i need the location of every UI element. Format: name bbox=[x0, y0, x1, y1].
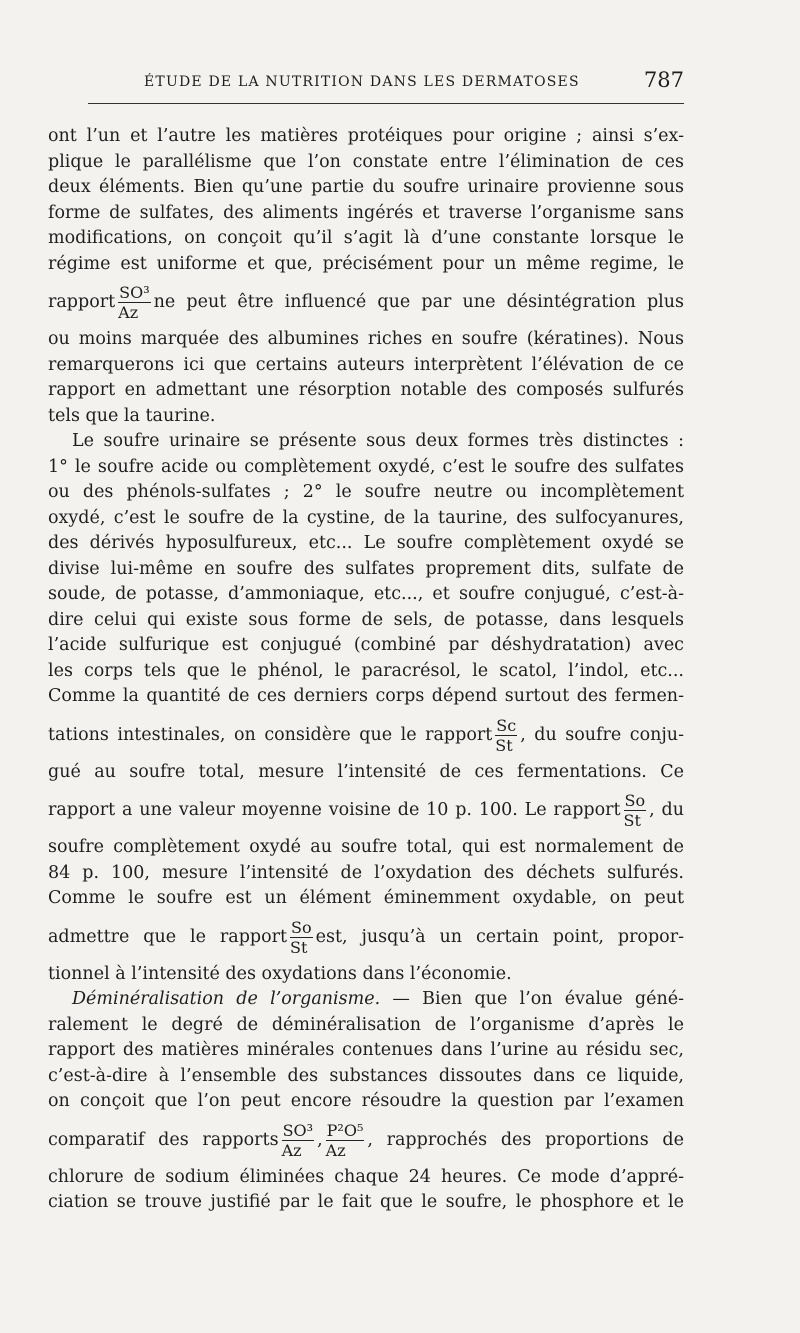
text-line: oxydé, c’est le soufre de la cystine, de la taurine, des sulfocyanures, bbox=[48, 507, 684, 528]
fraction-numerator: P²O⁵ bbox=[326, 1120, 364, 1140]
header-rule bbox=[88, 103, 684, 104]
text-segment: rapport a une valeur moyenne voisine de 10 p. 100. Le rapport bbox=[48, 800, 621, 820]
text-line bbox=[48, 987, 684, 1013]
text-segment: — Bien que l’on évalue géné- bbox=[380, 989, 684, 1009]
text-line: remarquerons ici que certains auteurs interprètent l’élévation de ce bbox=[48, 354, 684, 375]
text-segment: , du bbox=[649, 800, 684, 820]
text-line: ou moins marquée des albumines riches en soufre (kératines). Nous bbox=[48, 329, 684, 349]
text-line: tionnel à l’intensité des oxydations dans l’économie. bbox=[48, 963, 512, 984]
fraction-sc-st bbox=[495, 716, 517, 755]
text-line: dire celui qui existe sous forme de sels, de potasse, dans lesquels bbox=[48, 609, 684, 630]
text-line: tels que la taurine. bbox=[48, 405, 216, 426]
text-line: deux éléments. Bien qu’une partie du soufre urinaire provienne sous bbox=[48, 177, 684, 197]
fraction-so-st bbox=[624, 791, 647, 830]
text-line: plique le parallélisme que l’on constate entre l’élimination de ces bbox=[48, 151, 684, 172]
text-line: Comme la quantité de ces derniers corps dépend surtout des fermen- bbox=[48, 686, 684, 706]
text-line: ciation se trouve justifié par le fait que le soufre, le phosphore et le bbox=[48, 1192, 684, 1212]
fraction-numerator: SO³ bbox=[119, 283, 150, 302]
text-line: soufre complètement oxydé au soufre total, qui est normalement de bbox=[48, 837, 684, 857]
fraction-denominator: Az bbox=[281, 1140, 302, 1160]
text-segment: , bbox=[317, 1129, 323, 1150]
fraction-denominator: Az bbox=[118, 303, 139, 322]
text-line: 1° le soufre acide ou complètement oxydé, c’est le soufre des sulfates bbox=[48, 456, 684, 477]
text-line: ou des phénols-sulfates ; 2° le soufre neutre ou incomplètement bbox=[48, 482, 684, 502]
fraction-p2o5-az bbox=[326, 1121, 365, 1160]
text-line: Le soufre urinaire se présente sous deux formes très distinctes : bbox=[72, 431, 684, 451]
fraction-denominator: St bbox=[495, 735, 513, 755]
text-line: chlorure de sodium éliminées chaque 24 heures. Ce mode d’appré- bbox=[48, 1166, 684, 1187]
text-segment: comparatif des rapports bbox=[48, 1129, 279, 1150]
text-line: c’est-à-dire à l’ensemble des substances dissoutes dans ce liquide, bbox=[48, 1065, 684, 1086]
text-segment: rapport bbox=[48, 292, 116, 312]
fraction-so-st bbox=[290, 918, 313, 957]
fraction-so3-az bbox=[118, 283, 151, 322]
text-line-with-fraction bbox=[48, 785, 684, 835]
text-line-with-fraction bbox=[48, 912, 684, 962]
text-line: l’acide sulfurique est conjugué (combiné par déshydratation) avec bbox=[48, 635, 684, 655]
text-line: forme de sulfates, des aliments ingérés et traverse l’organisme sans bbox=[48, 202, 684, 223]
text-line: rapport en admettant une résorption notable des composés sulfurés bbox=[48, 380, 684, 400]
page-number: 787 bbox=[643, 68, 684, 92]
text-segment: ne peut être influencé que par une désintégration plus bbox=[153, 292, 684, 312]
fraction-denominator: St bbox=[623, 811, 641, 830]
text-line: on conçoit que l’on peut encore résoudre la question par l’examen bbox=[48, 1091, 684, 1111]
text-line: ralement le degré de déminéralisation de l’organisme d’après le bbox=[48, 1014, 684, 1035]
text-segment: , du soufre conju- bbox=[520, 724, 684, 745]
fraction-denominator: Az bbox=[325, 1140, 346, 1160]
fraction-numerator: So bbox=[291, 917, 312, 937]
text-line: 84 p. 100, mesure l’intensité de l’oxydation des déchets sulfurés. bbox=[48, 862, 684, 883]
text-line: rapport des matières minérales contenues dans l’urine au résidu sec, bbox=[48, 1040, 684, 1060]
text-line: régime est uniforme et que, précisément pour un même regime, le bbox=[48, 253, 684, 274]
fraction-denominator: St bbox=[290, 937, 308, 957]
fraction-numerator: So bbox=[624, 791, 646, 810]
text-line: divise lui-même en soufre des sulfates proprement dits, sulfate de bbox=[48, 558, 684, 579]
fraction-numerator: Sc bbox=[496, 715, 517, 735]
text-line-with-fraction bbox=[48, 1115, 684, 1165]
fraction-so3-az bbox=[282, 1121, 315, 1160]
body-text bbox=[48, 124, 684, 1216]
text-line-with-fraction bbox=[48, 710, 684, 760]
text-line: Comme le soufre est un élément éminemment oxydable, on peut bbox=[48, 888, 684, 908]
text-line-with-fraction bbox=[48, 277, 684, 327]
page-header bbox=[48, 66, 684, 96]
fraction-numerator: SO³ bbox=[282, 1120, 314, 1140]
text-line: ont l’un et l’autre les matières protéiques pour origine ; ainsi s’ex- bbox=[48, 126, 684, 146]
section-heading: Déminéralisation de l’organisme. bbox=[72, 989, 381, 1009]
text-line: les corps tels que le phénol, le paracrésol, le scatol, l’indol, etc... bbox=[48, 660, 684, 681]
text-line: modifications, on conçoit qu’il s’agit là d’une constante lorsque le bbox=[48, 228, 684, 248]
text-segment: admettre que le rapport bbox=[48, 926, 288, 947]
text-line: des dérivés hyposulfureux, etc... Le soufre complètement oxydé se bbox=[48, 533, 684, 553]
text-line: soude, de potasse, d’ammoniaque, etc..., et soufre conjugué, c’est-à- bbox=[48, 584, 684, 604]
text-segment: , rapprochés des proportions de bbox=[367, 1129, 684, 1150]
text-segment: tations intestinales, on considère que le rapport bbox=[48, 724, 493, 745]
text-line: gué au soufre total, mesure l’intensité de ces fermentations. Ce bbox=[48, 761, 684, 782]
text-segment: est, jusqu’à un certain point, propor- bbox=[315, 926, 684, 947]
running-title: ÉTUDE DE LA NUTRITION DANS LES DERMATOSES bbox=[144, 74, 580, 90]
